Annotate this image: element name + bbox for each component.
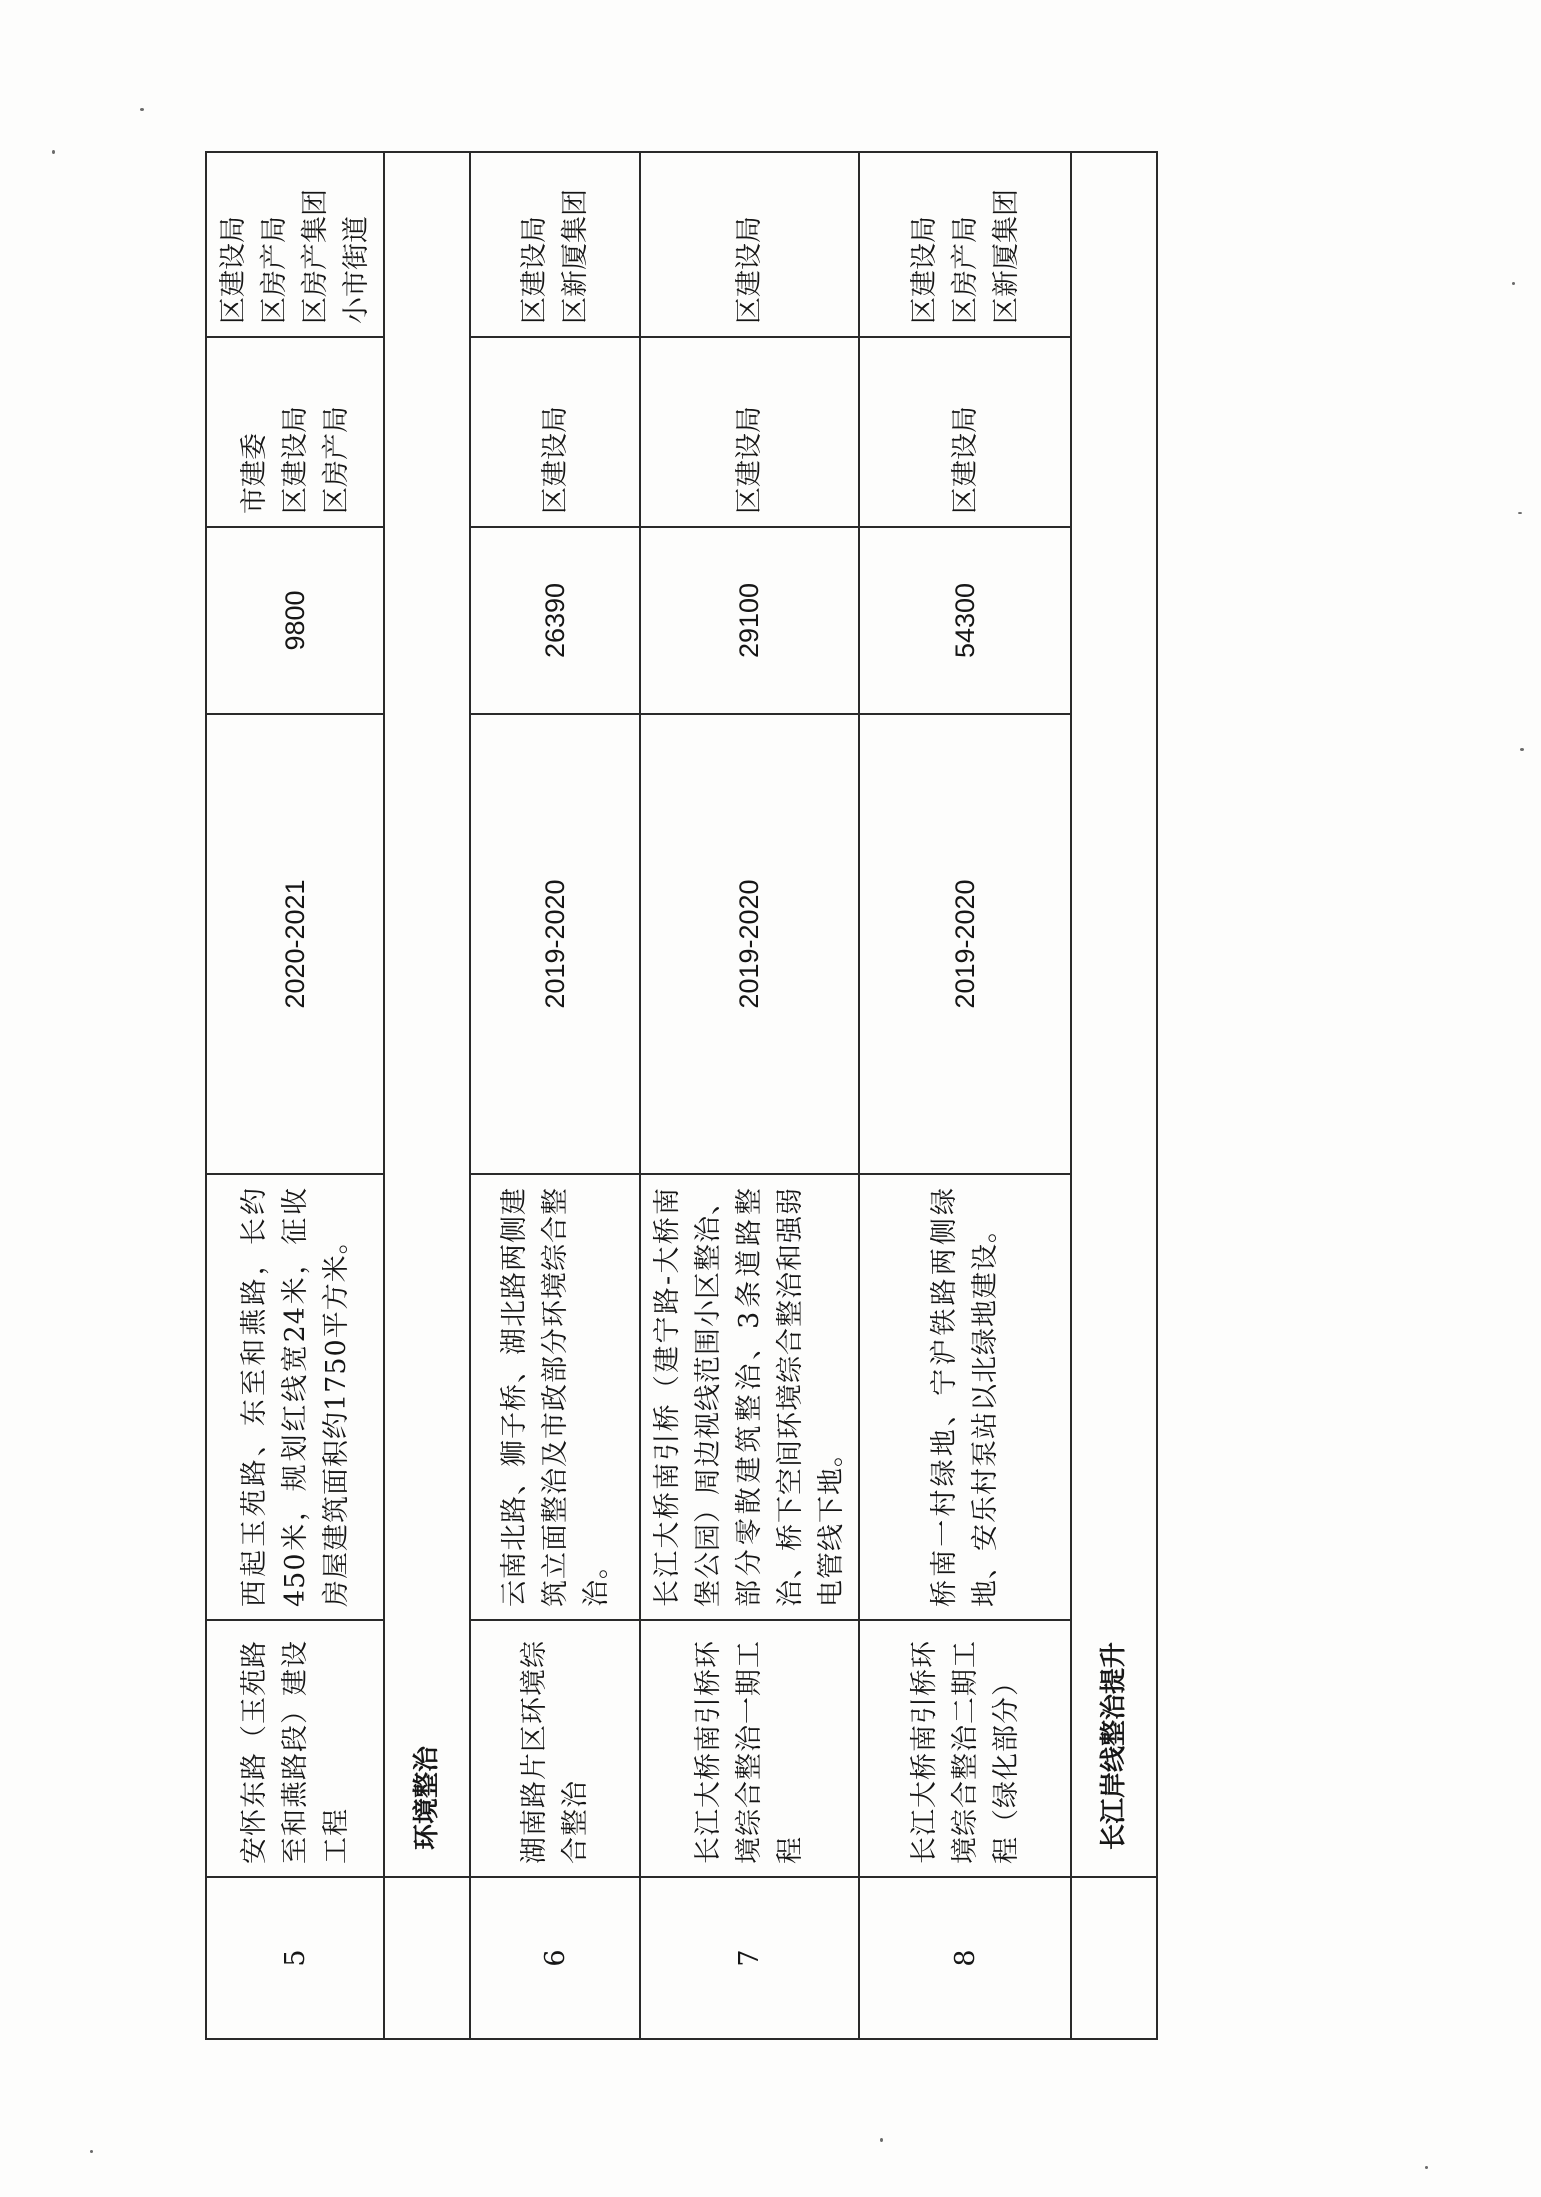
project-name: 长江大桥南引桥环境综合整治二期工程（绿化部分）	[859, 1620, 1071, 1877]
project-content: 云南北路、狮子桥、湖北路两侧建筑立面整治及市政部分环境综合整治。	[470, 1174, 640, 1620]
lead-unit: 区建设局	[539, 406, 571, 514]
responsible-unit: 区房产局	[949, 216, 981, 324]
lead-unit-cell	[859, 337, 1071, 527]
table-row	[470, 152, 640, 2039]
project-investment: 29100	[640, 527, 859, 714]
section-blank-cell	[384, 1877, 470, 2039]
scan-speck	[52, 150, 55, 154]
section-title-cell	[1071, 152, 1157, 1877]
responsible-unit-cell	[206, 152, 384, 337]
responsible-unit: 区房产集团	[300, 189, 331, 324]
responsible-unit: 区新厦集团	[990, 189, 1022, 324]
project-content: 桥南一村绿地、宁沪铁路两侧绿地、安乐村泵站以北绿地建设。	[859, 1174, 1071, 1620]
project-content: 西起玉苑路、东至和燕路，长约450米，规划红线宽24米，征收房屋建筑面积约1750平方米。	[206, 1174, 384, 1620]
project-name: 湖南路片区环境综合整治	[470, 1620, 640, 1877]
project-number: 6	[470, 1877, 640, 2039]
project-period: 2019-2020	[470, 714, 640, 1174]
project-number: 8	[859, 1877, 1071, 2039]
lead-unit: 区建设局	[279, 406, 311, 514]
responsible-unit: 区建设局	[218, 216, 249, 324]
project-period: 2019-2020	[640, 714, 859, 1174]
responsible-unit: 区建设局	[734, 216, 765, 324]
responsible-unit-cell	[859, 152, 1071, 337]
project-number: 5	[206, 1877, 384, 2039]
project-content: 长江大桥南引桥（建宁路-大桥南堡公园）周边视线范围小区整治、部分零散建筑整治、3条道路整治、桥下空间环境综合整治和强弱电管线下地。	[640, 1174, 859, 1620]
project-period: 2020-2021	[206, 714, 384, 1174]
responsible-unit-cell	[470, 152, 640, 337]
scan-speck	[90, 2150, 93, 2153]
section-title: 环境整治	[412, 1745, 442, 1850]
lead-unit: 区建设局	[734, 406, 765, 514]
section-blank-cell	[1071, 1877, 1157, 2039]
lead-unit-cell	[640, 337, 859, 527]
lead-unit: 区建设局	[949, 406, 981, 514]
scan-speck	[140, 108, 144, 111]
project-period: 2019-2020	[859, 714, 1071, 1174]
scan-speck	[1518, 512, 1522, 514]
responsible-unit: 区房产局	[259, 216, 290, 324]
table-row	[640, 152, 859, 2039]
responsible-unit: 区新厦集团	[560, 189, 591, 324]
lead-unit-cell	[470, 337, 640, 527]
project-investment: 26390	[470, 527, 640, 714]
project-investment: 9800	[206, 527, 384, 714]
responsible-unit-cell	[640, 152, 859, 337]
section-title-cell	[384, 152, 470, 1877]
project-name: 安怀东路（玉苑路至和燕路段）建设工程	[206, 1620, 384, 1877]
table-row	[206, 152, 384, 2039]
scan-speck	[880, 2138, 883, 2142]
project-number: 7	[640, 1877, 859, 2039]
scan-speck	[1425, 2166, 1428, 2169]
responsible-unit: 区建设局	[519, 216, 550, 324]
project-investment: 54300	[859, 527, 1071, 714]
responsible-unit: 区建设局	[908, 216, 940, 324]
lead-unit-cell	[206, 337, 384, 527]
section-row	[1071, 152, 1157, 2039]
table-row	[859, 152, 1071, 2039]
section-row	[384, 152, 470, 2039]
project-table	[205, 151, 1158, 2040]
responsible-unit: 小市街道	[341, 216, 372, 324]
section-title: 长江岸线整治提升	[1099, 1641, 1129, 1850]
lead-unit: 区房产局	[320, 406, 352, 514]
scan-speck	[1520, 748, 1524, 751]
scan-speck	[1512, 282, 1515, 285]
lead-unit: 市建委	[238, 433, 270, 514]
project-name: 长江大桥南引桥环境综合整治一期工程	[640, 1620, 859, 1877]
